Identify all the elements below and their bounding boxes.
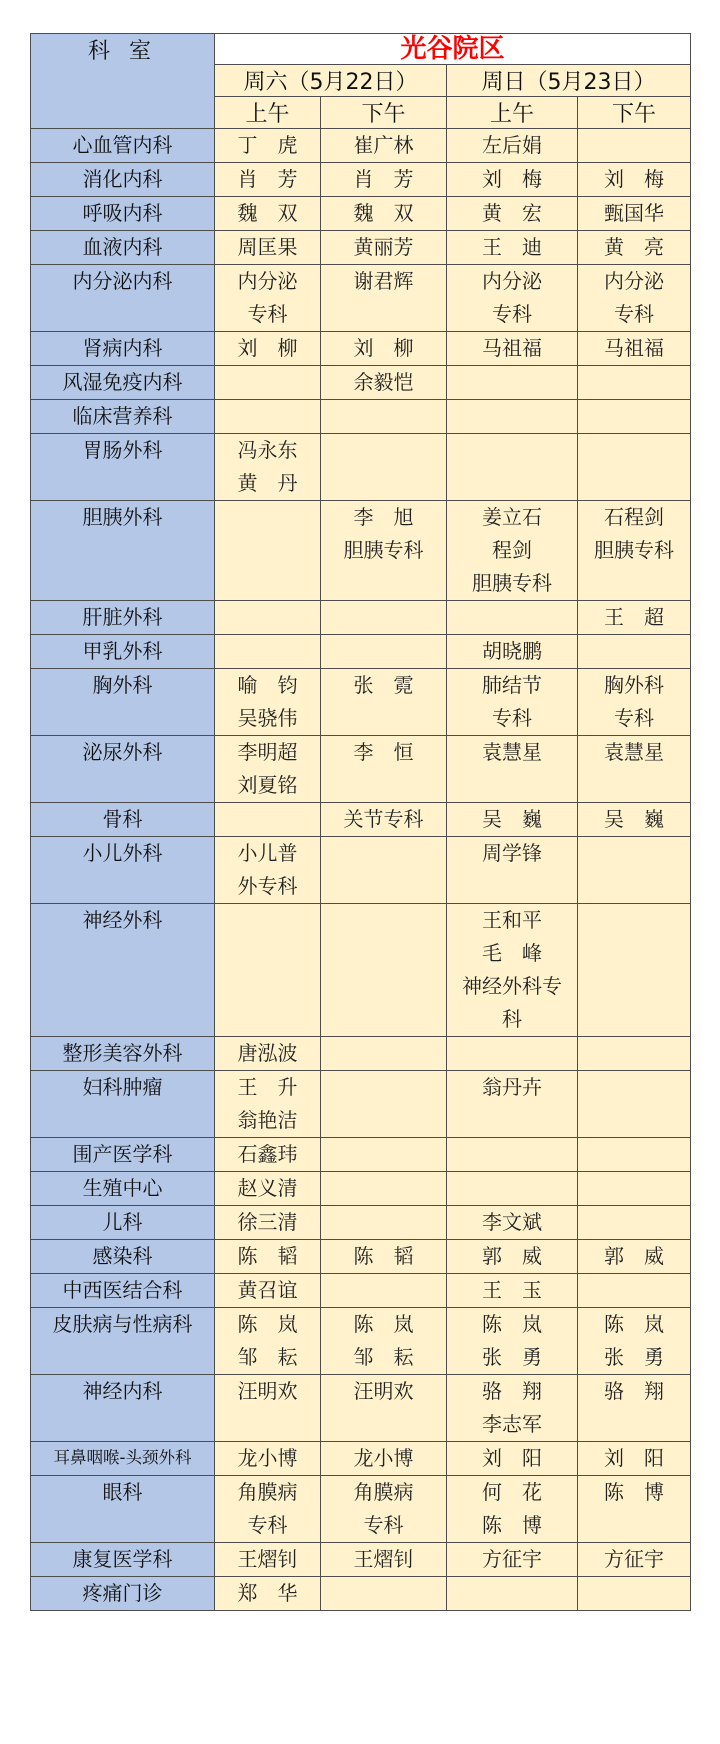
- schedule-row: [31, 1037, 691, 1071]
- saturday-am-cell: [215, 231, 321, 265]
- doctor-entry: 胆胰专科: [343, 538, 424, 562]
- schedule-row: [31, 1240, 691, 1274]
- saturday-pm-cell: [321, 1071, 447, 1138]
- sunday-am-cell: [447, 837, 578, 904]
- doctor-entry: 陈 岚: [604, 1312, 664, 1336]
- doctor-entry: 龙小博: [353, 1446, 414, 1470]
- dept-name: 泌尿外科: [31, 736, 215, 803]
- doctor-entry: 胆胰专科: [472, 571, 552, 595]
- saturday-am-cell: [215, 904, 321, 1037]
- saturday-am-cell: [215, 1442, 321, 1476]
- dept-name: 神经外科: [31, 904, 215, 1037]
- day-header-saturday: 周六（5月22日）: [215, 65, 447, 97]
- doctor-entry: 专科: [247, 302, 288, 326]
- saturday-pm-cell: [321, 501, 447, 601]
- sunday-pm-cell: [578, 1476, 691, 1543]
- schedule-row: [31, 129, 691, 163]
- dept-name: 感染科: [31, 1240, 215, 1274]
- schedule-row: [31, 265, 691, 332]
- doctor-entry: 王熠钊: [237, 1547, 298, 1571]
- doctor-entry: 张 霓: [353, 673, 414, 697]
- schedule-row: [31, 1172, 691, 1206]
- sunday-pm-cell: [578, 231, 691, 265]
- dept-name: 骨科: [31, 803, 215, 837]
- doctor-entry: 胆胰专科: [594, 538, 674, 562]
- dept-name: 康复医学科: [31, 1543, 215, 1577]
- saturday-am-cell: [215, 1375, 321, 1442]
- schedule-row: [31, 601, 691, 635]
- sunday-am-cell: [447, 163, 578, 197]
- saturday-am-cell: [215, 1037, 321, 1071]
- dept-name: 肝脏外科: [31, 601, 215, 635]
- doctor-entry: 王 迪: [482, 235, 542, 259]
- sunday-pm-header: 下午: [578, 97, 691, 129]
- sunday-pm-cell: [578, 129, 691, 163]
- doctor-entry: 石鑫玮: [237, 1142, 298, 1166]
- schedule-row: [31, 197, 691, 231]
- doctor-entry: 郑 华: [237, 1581, 298, 1605]
- dept-name: 呼吸内科: [31, 197, 215, 231]
- dept-name: 甲乳外科: [31, 635, 215, 669]
- dept-name: 风湿免疫内科: [31, 366, 215, 400]
- doctor-entry: 方征宇: [604, 1547, 664, 1571]
- schedule-table-wrapper: [30, 33, 691, 1611]
- doctor-entry: 刘 梅: [482, 167, 542, 191]
- campus-title: 光谷院区: [215, 34, 691, 65]
- doctor-entry: 小儿普: [237, 841, 298, 865]
- doctor-entry: 陈 博: [482, 1513, 542, 1537]
- saturday-am-cell: [215, 635, 321, 669]
- sunday-am-cell: [447, 231, 578, 265]
- saturday-am-cell: [215, 197, 321, 231]
- sunday-pm-cell: [578, 366, 691, 400]
- doctor-entry: 汪明欢: [353, 1379, 414, 1403]
- saturday-am-cell: [215, 1071, 321, 1138]
- dept-name: 胆胰外科: [31, 501, 215, 601]
- saturday-pm-cell: [321, 1037, 447, 1071]
- sunday-pm-cell: [578, 1375, 691, 1442]
- doctor-entry: 翁丹卉: [482, 1075, 542, 1099]
- sunday-pm-cell: [578, 1138, 691, 1172]
- saturday-pm-cell: [321, 904, 447, 1037]
- dept-name: 疼痛门诊: [31, 1577, 215, 1611]
- saturday-pm-cell: [321, 669, 447, 736]
- dept-name: 内分泌内科: [31, 265, 215, 332]
- saturday-am-cell: [215, 129, 321, 163]
- doctor-entry: 龙小博: [237, 1446, 298, 1470]
- doctor-entry: 肖 芳: [353, 167, 414, 191]
- doctor-entry: 王 升: [237, 1075, 298, 1099]
- doctor-entry: 马祖福: [604, 336, 664, 360]
- doctor-entry: 神经外科专: [462, 974, 562, 998]
- doctor-entry: 专科: [363, 1513, 404, 1537]
- doctor-entry: 喻 钧: [237, 673, 298, 697]
- doctor-entry: 魏 双: [237, 201, 298, 225]
- schedule-row: [31, 400, 691, 434]
- sunday-am-cell: [447, 1240, 578, 1274]
- sunday-pm-cell: [578, 1240, 691, 1274]
- doctor-entry: 专科: [492, 706, 532, 730]
- sunday-am-cell: [447, 904, 578, 1037]
- dept-name: 耳鼻咽喉-头颈外科: [31, 1442, 215, 1476]
- doctor-entry: 姜立石: [482, 505, 542, 529]
- doctor-entry: 崔广林: [353, 133, 414, 157]
- sunday-am-cell: [447, 736, 578, 803]
- sunday-am-cell: [447, 1308, 578, 1375]
- day-header-sunday: 周日（5月23日）: [447, 65, 691, 97]
- sunday-pm-cell: [578, 1037, 691, 1071]
- saturday-pm-cell: [321, 265, 447, 332]
- doctor-entry: 周学锋: [482, 841, 542, 865]
- sunday-pm-cell: [578, 1172, 691, 1206]
- doctor-entry: 肖 芳: [237, 167, 298, 191]
- saturday-am-cell: [215, 400, 321, 434]
- sunday-am-cell: [447, 366, 578, 400]
- sunday-am-cell: [447, 1037, 578, 1071]
- saturday-am-cell: [215, 736, 321, 803]
- sunday-pm-cell: [578, 1274, 691, 1308]
- sunday-am-cell: [447, 803, 578, 837]
- doctor-entry: 陈 韬: [353, 1244, 414, 1268]
- saturday-am-cell: [215, 501, 321, 601]
- doctor-entry: 唐泓波: [237, 1041, 298, 1065]
- doctor-entry: 肺结节: [482, 673, 542, 697]
- saturday-am-cell: [215, 837, 321, 904]
- saturday-pm-cell: [321, 1274, 447, 1308]
- doctor-entry: 徐三清: [237, 1210, 298, 1234]
- sunday-am-cell: [447, 1071, 578, 1138]
- doctor-entry: 李志军: [482, 1412, 542, 1436]
- sunday-pm-cell: [578, 332, 691, 366]
- saturday-pm-cell: [321, 1543, 447, 1577]
- schedule-row: [31, 669, 691, 736]
- sunday-pm-cell: [578, 837, 691, 904]
- sunday-pm-cell: [578, 736, 691, 803]
- saturday-am-cell: [215, 265, 321, 332]
- schedule-row: [31, 803, 691, 837]
- schedule-row: [31, 1206, 691, 1240]
- dept-name: 围产医学科: [31, 1138, 215, 1172]
- dept-column-header: 科 室: [31, 34, 215, 129]
- sunday-pm-cell: [578, 1308, 691, 1375]
- doctor-entry: 专科: [492, 302, 532, 326]
- dept-name: 眼科: [31, 1476, 215, 1543]
- doctor-entry: 李文斌: [482, 1210, 542, 1234]
- schedule-row: [31, 1375, 691, 1442]
- doctor-entry: 骆 翔: [604, 1379, 664, 1403]
- saturday-pm-cell: [321, 1577, 447, 1611]
- doctor-entry: 魏 双: [353, 201, 414, 225]
- doctor-entry: 胡晓鹏: [482, 639, 542, 663]
- doctor-entry: 王 超: [604, 605, 664, 629]
- doctor-entry: 专科: [247, 1513, 288, 1537]
- saturday-am-header: 上午: [215, 97, 321, 129]
- doctor-entry: 吴骁伟: [237, 706, 298, 730]
- sunday-am-cell: [447, 1138, 578, 1172]
- doctor-entry: 刘 梅: [604, 167, 664, 191]
- saturday-pm-cell: [321, 197, 447, 231]
- sunday-am-cell: [447, 332, 578, 366]
- doctor-entry: 刘 阳: [482, 1446, 542, 1470]
- doctor-entry: 邹 耘: [353, 1345, 414, 1369]
- doctor-entry: 角膜病: [237, 1480, 298, 1504]
- schedule-row: [31, 501, 691, 601]
- doctor-entry: 赵义清: [237, 1176, 298, 1200]
- sunday-am-cell: [447, 1577, 578, 1611]
- sunday-am-cell: [447, 1476, 578, 1543]
- dept-name: 整形美容外科: [31, 1037, 215, 1071]
- dept-name: 消化内科: [31, 163, 215, 197]
- schedule-row: [31, 434, 691, 501]
- saturday-am-cell: [215, 1308, 321, 1375]
- sunday-pm-cell: [578, 400, 691, 434]
- saturday-pm-cell: [321, 1206, 447, 1240]
- sunday-pm-cell: [578, 601, 691, 635]
- doctor-entry: 张 勇: [604, 1345, 664, 1369]
- saturday-pm-cell: [321, 1308, 447, 1375]
- saturday-pm-header: 下午: [321, 97, 447, 129]
- doctor-entry: 刘 柳: [353, 336, 414, 360]
- sunday-pm-cell: [578, 635, 691, 669]
- doctor-entry: 甄国华: [604, 201, 664, 225]
- dept-name: 妇科肿瘤: [31, 1071, 215, 1138]
- saturday-pm-cell: [321, 332, 447, 366]
- doctor-entry: 周匡果: [237, 235, 298, 259]
- schedule-row: [31, 736, 691, 803]
- doctor-entry: 专科: [614, 706, 654, 730]
- schedule-row: [31, 231, 691, 265]
- saturday-am-cell: [215, 1172, 321, 1206]
- sunday-pm-cell: [578, 501, 691, 601]
- saturday-am-cell: [215, 163, 321, 197]
- doctor-entry: 邹 耘: [237, 1345, 298, 1369]
- doctor-entry: 马祖福: [482, 336, 542, 360]
- doctor-entry: 黄召谊: [237, 1278, 298, 1302]
- doctor-entry: 谢君辉: [353, 269, 414, 293]
- sunday-am-cell: [447, 1206, 578, 1240]
- saturday-am-cell: [215, 1476, 321, 1543]
- saturday-pm-cell: [321, 803, 447, 837]
- doctor-entry: 陈 岚: [353, 1312, 414, 1336]
- saturday-am-cell: [215, 1138, 321, 1172]
- schedule-row: [31, 1308, 691, 1375]
- schedule-row: [31, 1543, 691, 1577]
- schedule-row: [31, 904, 691, 1037]
- doctor-entry: 郭 威: [482, 1244, 542, 1268]
- doctor-entry: 黄 丹: [237, 471, 298, 495]
- schedule-body: [31, 129, 691, 1611]
- doctor-entry: 毛 峰: [482, 941, 542, 965]
- doctor-entry: 左后娟: [482, 133, 542, 157]
- doctor-entry: 黄 宏: [482, 201, 542, 225]
- dept-name: 神经内科: [31, 1375, 215, 1442]
- doctor-entry: 王和平: [482, 908, 542, 932]
- doctor-entry: 内分泌: [237, 269, 298, 293]
- sunday-pm-cell: [578, 1071, 691, 1138]
- sunday-am-cell: [447, 601, 578, 635]
- doctor-entry: 张 勇: [482, 1345, 542, 1369]
- doctor-entry: 陈 岚: [237, 1312, 298, 1336]
- doctor-entry: 科: [502, 1007, 522, 1031]
- doctor-entry: 陈 岚: [482, 1312, 542, 1336]
- schedule-row: [31, 366, 691, 400]
- saturday-pm-cell: [321, 1240, 447, 1274]
- doctor-entry: 程剑: [492, 538, 532, 562]
- sunday-am-cell: [447, 1543, 578, 1577]
- saturday-pm-cell: [321, 400, 447, 434]
- doctor-entry: 内分泌: [482, 269, 542, 293]
- doctor-entry: 外专科: [237, 874, 298, 898]
- saturday-pm-cell: [321, 837, 447, 904]
- doctor-entry: 翁艳洁: [237, 1108, 298, 1132]
- sunday-pm-cell: [578, 803, 691, 837]
- saturday-am-cell: [215, 1543, 321, 1577]
- saturday-pm-cell: [321, 1172, 447, 1206]
- saturday-pm-cell: [321, 1476, 447, 1543]
- doctor-entry: 方征宇: [482, 1547, 542, 1571]
- doctor-entry: 黄丽芳: [353, 235, 414, 259]
- dept-name: 肾病内科: [31, 332, 215, 366]
- saturday-am-cell: [215, 434, 321, 501]
- sunday-pm-cell: [578, 434, 691, 501]
- dept-name: 胸外科: [31, 669, 215, 736]
- schedule-row: [31, 1138, 691, 1172]
- schedule-table: [30, 33, 691, 1611]
- doctor-entry: 袁慧星: [482, 740, 542, 764]
- doctor-entry: 吴 巍: [604, 807, 664, 831]
- doctor-entry: 石程剑: [604, 505, 664, 529]
- doctor-entry: 刘 柳: [237, 336, 298, 360]
- saturday-am-cell: [215, 1240, 321, 1274]
- doctor-entry: 余毅恺: [353, 370, 414, 394]
- doctor-entry: 角膜病: [353, 1480, 414, 1504]
- schedule-row: [31, 1577, 691, 1611]
- sunday-pm-cell: [578, 163, 691, 197]
- dept-name: 血液内科: [31, 231, 215, 265]
- saturday-pm-cell: [321, 434, 447, 501]
- doctor-entry: 专科: [614, 302, 654, 326]
- doctor-entry: 内分泌: [604, 269, 664, 293]
- saturday-pm-cell: [321, 163, 447, 197]
- dept-name: 中西医结合科: [31, 1274, 215, 1308]
- sunday-pm-cell: [578, 1442, 691, 1476]
- sunday-am-cell: [447, 669, 578, 736]
- sunday-am-cell: [447, 635, 578, 669]
- doctor-entry: 丁 虎: [237, 133, 298, 157]
- saturday-pm-cell: [321, 635, 447, 669]
- doctor-entry: 胸外科: [604, 673, 664, 697]
- saturday-am-cell: [215, 332, 321, 366]
- sunday-am-cell: [447, 400, 578, 434]
- schedule-row: [31, 1274, 691, 1308]
- saturday-am-cell: [215, 1206, 321, 1240]
- sunday-pm-cell: [578, 904, 691, 1037]
- sunday-pm-cell: [578, 265, 691, 332]
- saturday-pm-cell: [321, 601, 447, 635]
- schedule-row: [31, 332, 691, 366]
- saturday-am-cell: [215, 366, 321, 400]
- doctor-entry: 骆 翔: [482, 1379, 542, 1403]
- sunday-am-cell: [447, 1274, 578, 1308]
- saturday-pm-cell: [321, 1442, 447, 1476]
- sunday-am-cell: [447, 197, 578, 231]
- doctor-entry: 李 恒: [353, 740, 414, 764]
- dept-name: 生殖中心: [31, 1172, 215, 1206]
- saturday-pm-cell: [321, 366, 447, 400]
- doctor-entry: 吴 巍: [482, 807, 542, 831]
- sunday-am-cell: [447, 501, 578, 601]
- doctor-entry: 刘夏铭: [237, 773, 298, 797]
- doctor-entry: 刘 阳: [604, 1446, 664, 1470]
- schedule-row: [31, 163, 691, 197]
- doctor-entry: 郭 威: [604, 1244, 664, 1268]
- sunday-am-cell: [447, 265, 578, 332]
- schedule-row: [31, 1476, 691, 1543]
- dept-name: 临床营养科: [31, 400, 215, 434]
- schedule-row: [31, 635, 691, 669]
- dept-name: 小儿外科: [31, 837, 215, 904]
- doctor-entry: 何 花: [482, 1480, 542, 1504]
- sunday-pm-cell: [578, 197, 691, 231]
- sunday-pm-cell: [578, 1577, 691, 1611]
- dept-name: 儿科: [31, 1206, 215, 1240]
- sunday-am-cell: [447, 129, 578, 163]
- dept-name: 胃肠外科: [31, 434, 215, 501]
- saturday-pm-cell: [321, 1138, 447, 1172]
- schedule-row: [31, 1442, 691, 1476]
- sunday-pm-cell: [578, 1543, 691, 1577]
- sunday-am-header: 上午: [447, 97, 578, 129]
- saturday-am-cell: [215, 1577, 321, 1611]
- saturday-pm-cell: [321, 736, 447, 803]
- dept-name: 心血管内科: [31, 129, 215, 163]
- saturday-am-cell: [215, 803, 321, 837]
- schedule-row: [31, 1071, 691, 1138]
- saturday-am-cell: [215, 601, 321, 635]
- doctor-entry: 李明超: [237, 740, 298, 764]
- sunday-am-cell: [447, 434, 578, 501]
- doctor-entry: 黄 亮: [604, 235, 664, 259]
- dept-name: 皮肤病与性病科: [31, 1308, 215, 1375]
- schedule-row: [31, 837, 691, 904]
- doctor-entry: 王 玉: [482, 1278, 542, 1302]
- sunday-am-cell: [447, 1375, 578, 1442]
- saturday-pm-cell: [321, 231, 447, 265]
- saturday-pm-cell: [321, 1375, 447, 1442]
- doctor-entry: 陈 博: [604, 1480, 664, 1504]
- saturday-pm-cell: [321, 129, 447, 163]
- doctor-entry: 汪明欢: [237, 1379, 298, 1403]
- saturday-am-cell: [215, 669, 321, 736]
- sunday-am-cell: [447, 1172, 578, 1206]
- doctor-entry: 冯永东: [237, 438, 298, 462]
- doctor-entry: 陈 韬: [237, 1244, 298, 1268]
- doctor-entry: 袁慧星: [604, 740, 664, 764]
- doctor-entry: 王熠钊: [353, 1547, 414, 1571]
- sunday-am-cell: [447, 1442, 578, 1476]
- sunday-pm-cell: [578, 669, 691, 736]
- sunday-pm-cell: [578, 1206, 691, 1240]
- doctor-entry: 关节专科: [343, 807, 424, 831]
- saturday-am-cell: [215, 1274, 321, 1308]
- doctor-entry: 李 旭: [353, 505, 414, 529]
